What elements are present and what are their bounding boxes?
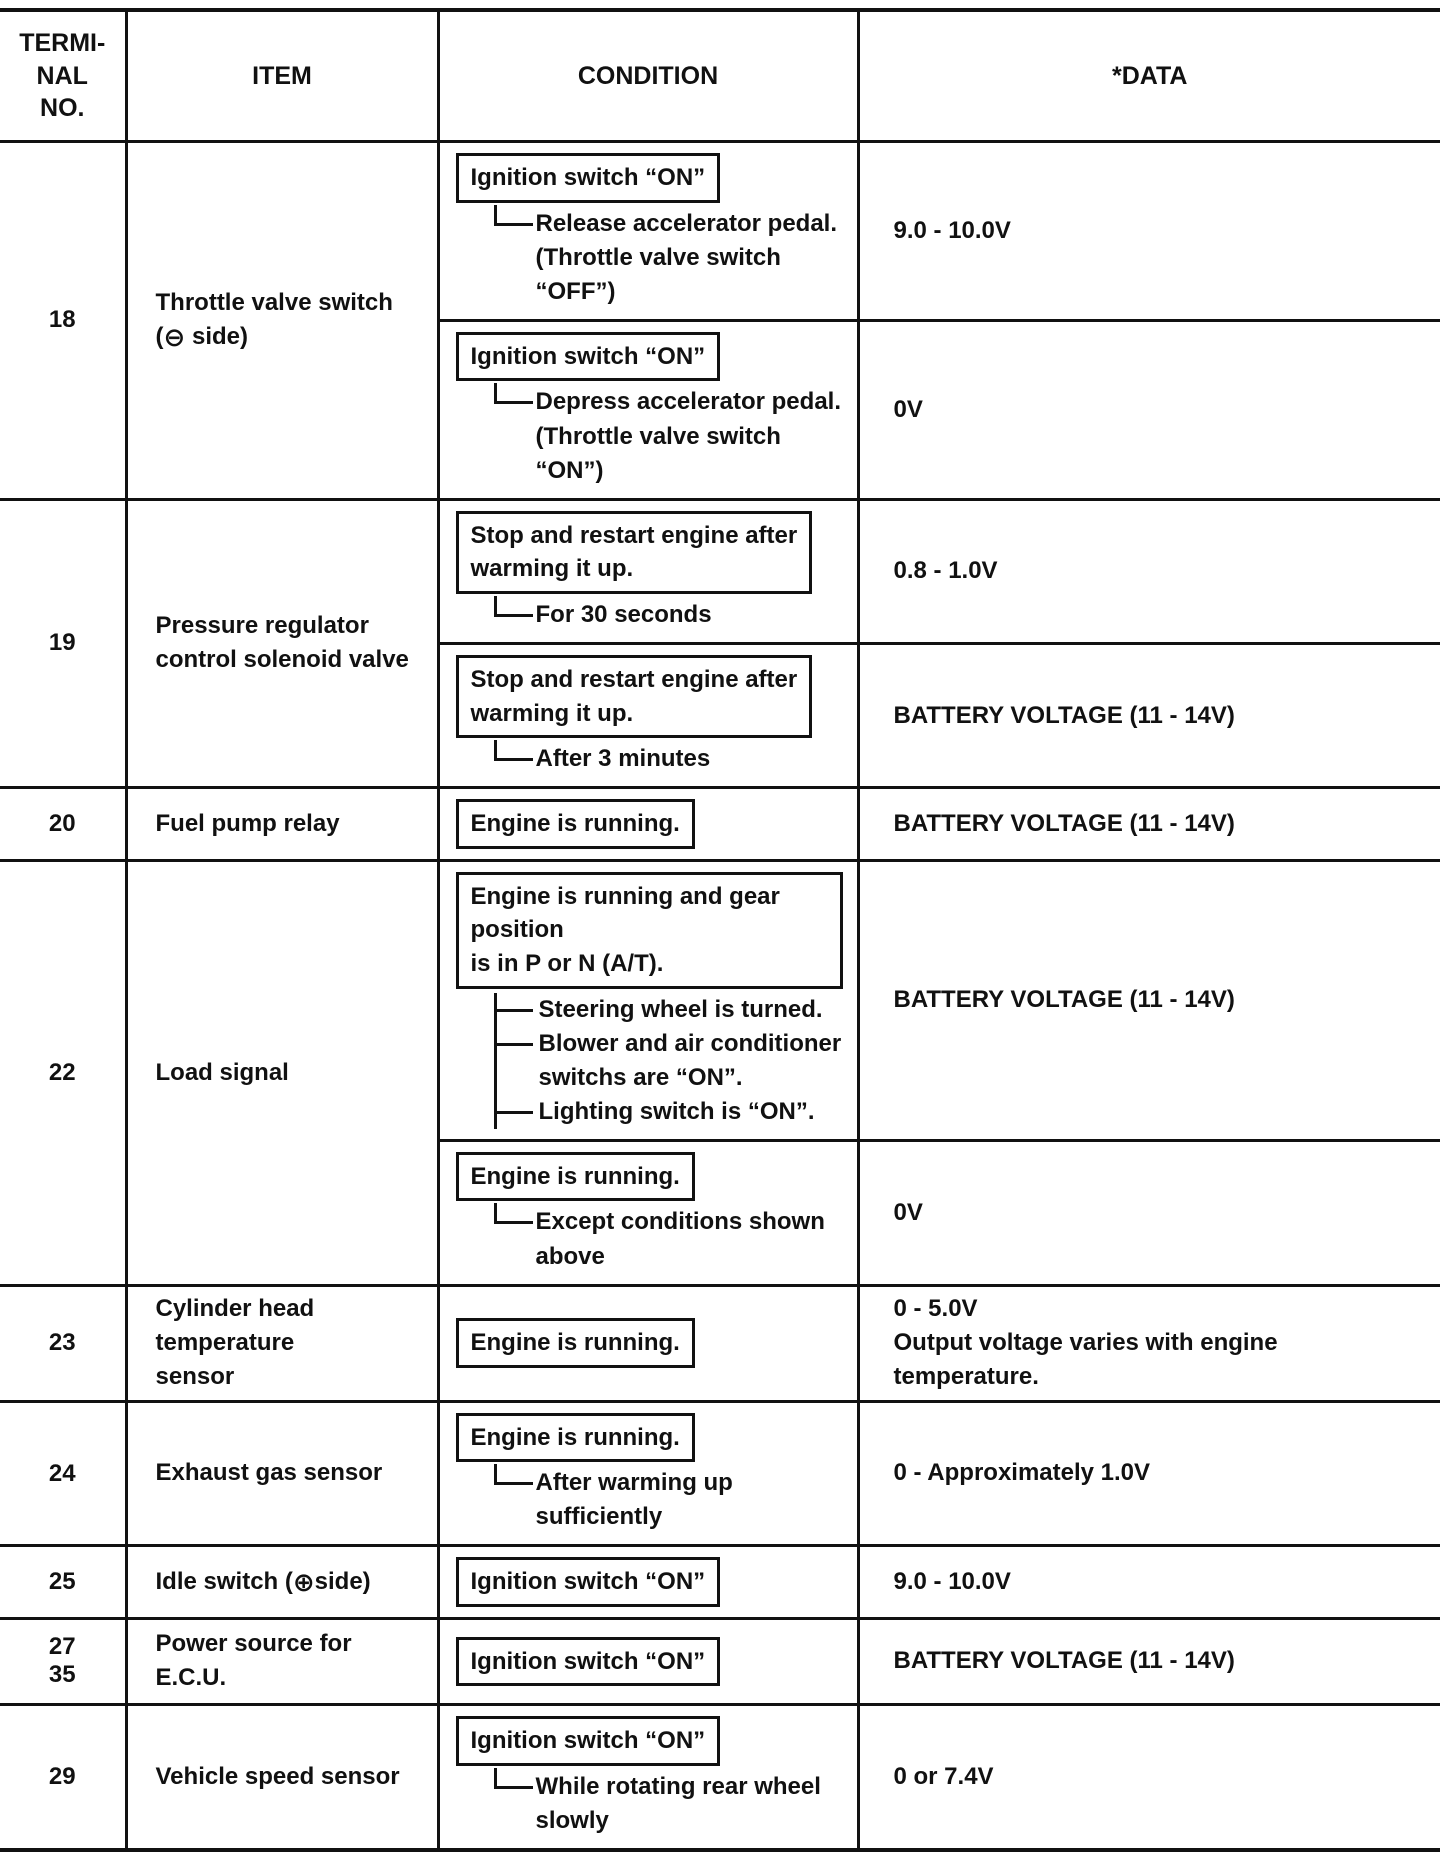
header-terminal-no: TERMI- NAL NO. <box>0 10 126 142</box>
condition-sub-list <box>494 1205 843 1273</box>
header-data: *DATA <box>858 10 1440 142</box>
condition-sub-list <box>494 1466 843 1534</box>
condition-cell <box>438 1704 858 1849</box>
data-value: 9.0 - 10.0V <box>858 1546 1440 1619</box>
item-label <box>126 1546 438 1619</box>
table-row <box>0 499 1440 643</box>
item-label: Exhaust gas sensor <box>126 1401 438 1546</box>
data-value: BATTERY VOLTAGE (11 - 14V) <box>858 860 1440 1140</box>
data-value: BATTERY VOLTAGE (11 - 14V) <box>858 788 1440 861</box>
condition-box: Engine is running. <box>456 1318 695 1368</box>
item-label: Fuel pump relay <box>126 788 438 861</box>
item-label: Vehicle speed sensor <box>126 1704 438 1849</box>
condition-cell <box>438 1401 858 1546</box>
condition-box: Ignition switch “ON” <box>456 1716 721 1766</box>
condition-box: Engine is running. <box>456 1413 695 1463</box>
condition-cell <box>438 1285 858 1401</box>
condition-sub-item: While rotating rear wheel slowly <box>494 1770 843 1838</box>
data-value: BATTERY VOLTAGE (11 - 14V) <box>858 1618 1440 1704</box>
table-row <box>0 1285 1440 1401</box>
condition-sub-list <box>494 1770 843 1838</box>
terminal-number: 19 <box>0 499 126 788</box>
condition-sub-list <box>494 742 843 776</box>
terminal-data-table <box>0 8 1440 1852</box>
item-label: Pressure regulator control solenoid valve <box>126 499 438 788</box>
condition-sub-list <box>494 207 843 309</box>
minus-circle-icon: ⊖ <box>163 322 186 353</box>
condition-box: Engine is running. <box>456 1152 695 1202</box>
condition-cell <box>438 1546 858 1619</box>
condition-box: Ignition switch “ON” <box>456 332 721 382</box>
condition-cell <box>438 860 858 1140</box>
header-item: ITEM <box>126 10 438 142</box>
condition-sub-item: Release accelerator pedal. (Throttle valve switch “OFF”) <box>494 207 843 309</box>
item-label: Cylinder head temperature sensor <box>126 1285 438 1401</box>
terminal-number: 25 <box>0 1546 126 1619</box>
terminal-number: 29 <box>0 1704 126 1849</box>
condition-sub-list <box>494 598 843 632</box>
data-value: 0 - Approximately 1.0V <box>858 1401 1440 1546</box>
table-row <box>0 1618 1440 1704</box>
table-row <box>0 788 1440 861</box>
condition-box: Ignition switch “ON” <box>456 153 721 203</box>
condition-cell <box>438 142 858 321</box>
item-label: Load signal <box>126 860 438 1285</box>
item-label-line <box>156 320 427 354</box>
table-row <box>0 142 1440 321</box>
terminal-number: 18 <box>0 142 126 500</box>
condition-sub-item: For 30 seconds <box>494 598 843 632</box>
data-value: 0 - 5.0V Output voltage varies with engine temperature. <box>858 1285 1440 1401</box>
condition-cell <box>438 643 858 787</box>
plus-circle-icon: ⊕ <box>292 1567 315 1598</box>
condition-box: Engine is running and gear position is in P or N (A/T). <box>456 872 843 989</box>
condition-box: Stop and restart engine after warming it up. <box>456 655 813 738</box>
item-label-line: Throttle valve switch <box>155 289 393 317</box>
condition-cell <box>438 499 858 643</box>
header-condition: CONDITION <box>438 10 858 142</box>
item-label-text: side) <box>314 1568 371 1596</box>
condition-cell <box>438 1140 858 1285</box>
table-row <box>0 1704 1440 1849</box>
item-label: Power source for E.C.U. <box>126 1618 438 1704</box>
data-value: 9.0 - 10.0V <box>858 142 1440 321</box>
condition-box: Ignition switch “ON” <box>456 1557 721 1607</box>
item-label-text: side) <box>185 323 248 351</box>
condition-cell <box>438 788 858 861</box>
condition-sub-item: Steering wheel is turned. <box>497 993 843 1027</box>
data-value: 0V <box>858 320 1440 499</box>
data-value: 0V <box>858 1140 1440 1285</box>
data-value: 0 or 7.4V <box>858 1704 1440 1849</box>
terminal-number: 27 35 <box>0 1618 126 1704</box>
condition-sub-list <box>494 385 843 487</box>
condition-sub-list <box>494 993 843 1129</box>
table-header-row <box>0 10 1440 142</box>
data-value: BATTERY VOLTAGE (11 - 14V) <box>858 643 1440 787</box>
item-label-text: ( <box>155 323 164 351</box>
condition-sub-item: Except conditions shown above <box>494 1205 843 1273</box>
data-value: 0.8 - 1.0V <box>858 499 1440 643</box>
condition-cell <box>438 320 858 499</box>
condition-cell <box>438 1618 858 1704</box>
condition-sub-item: After warming up sufficiently <box>494 1466 843 1534</box>
condition-sub-item: After 3 minutes <box>494 742 843 776</box>
table-row <box>0 1401 1440 1546</box>
terminal-number: 22 <box>0 860 126 1285</box>
condition-sub-item: Blower and air conditioner switchs are “ON”. <box>497 1027 843 1095</box>
item-label-text: Idle switch ( <box>155 1568 293 1596</box>
terminal-number: 20 <box>0 788 126 861</box>
condition-box: Stop and restart engine after warming it up. <box>456 511 813 594</box>
terminal-number: 23 <box>0 1285 126 1401</box>
condition-sub-item: Lighting switch is “ON”. <box>497 1095 843 1129</box>
condition-box: Engine is running. <box>456 799 695 849</box>
condition-sub-item: Depress accelerator pedal. (Throttle valve switch “ON”) <box>494 385 843 487</box>
table-row <box>0 860 1440 1140</box>
terminal-number: 24 <box>0 1401 126 1546</box>
condition-box: Ignition switch “ON” <box>456 1637 721 1687</box>
table-row <box>0 1546 1440 1619</box>
item-label <box>126 142 438 500</box>
spec-table-page <box>0 8 1440 1834</box>
